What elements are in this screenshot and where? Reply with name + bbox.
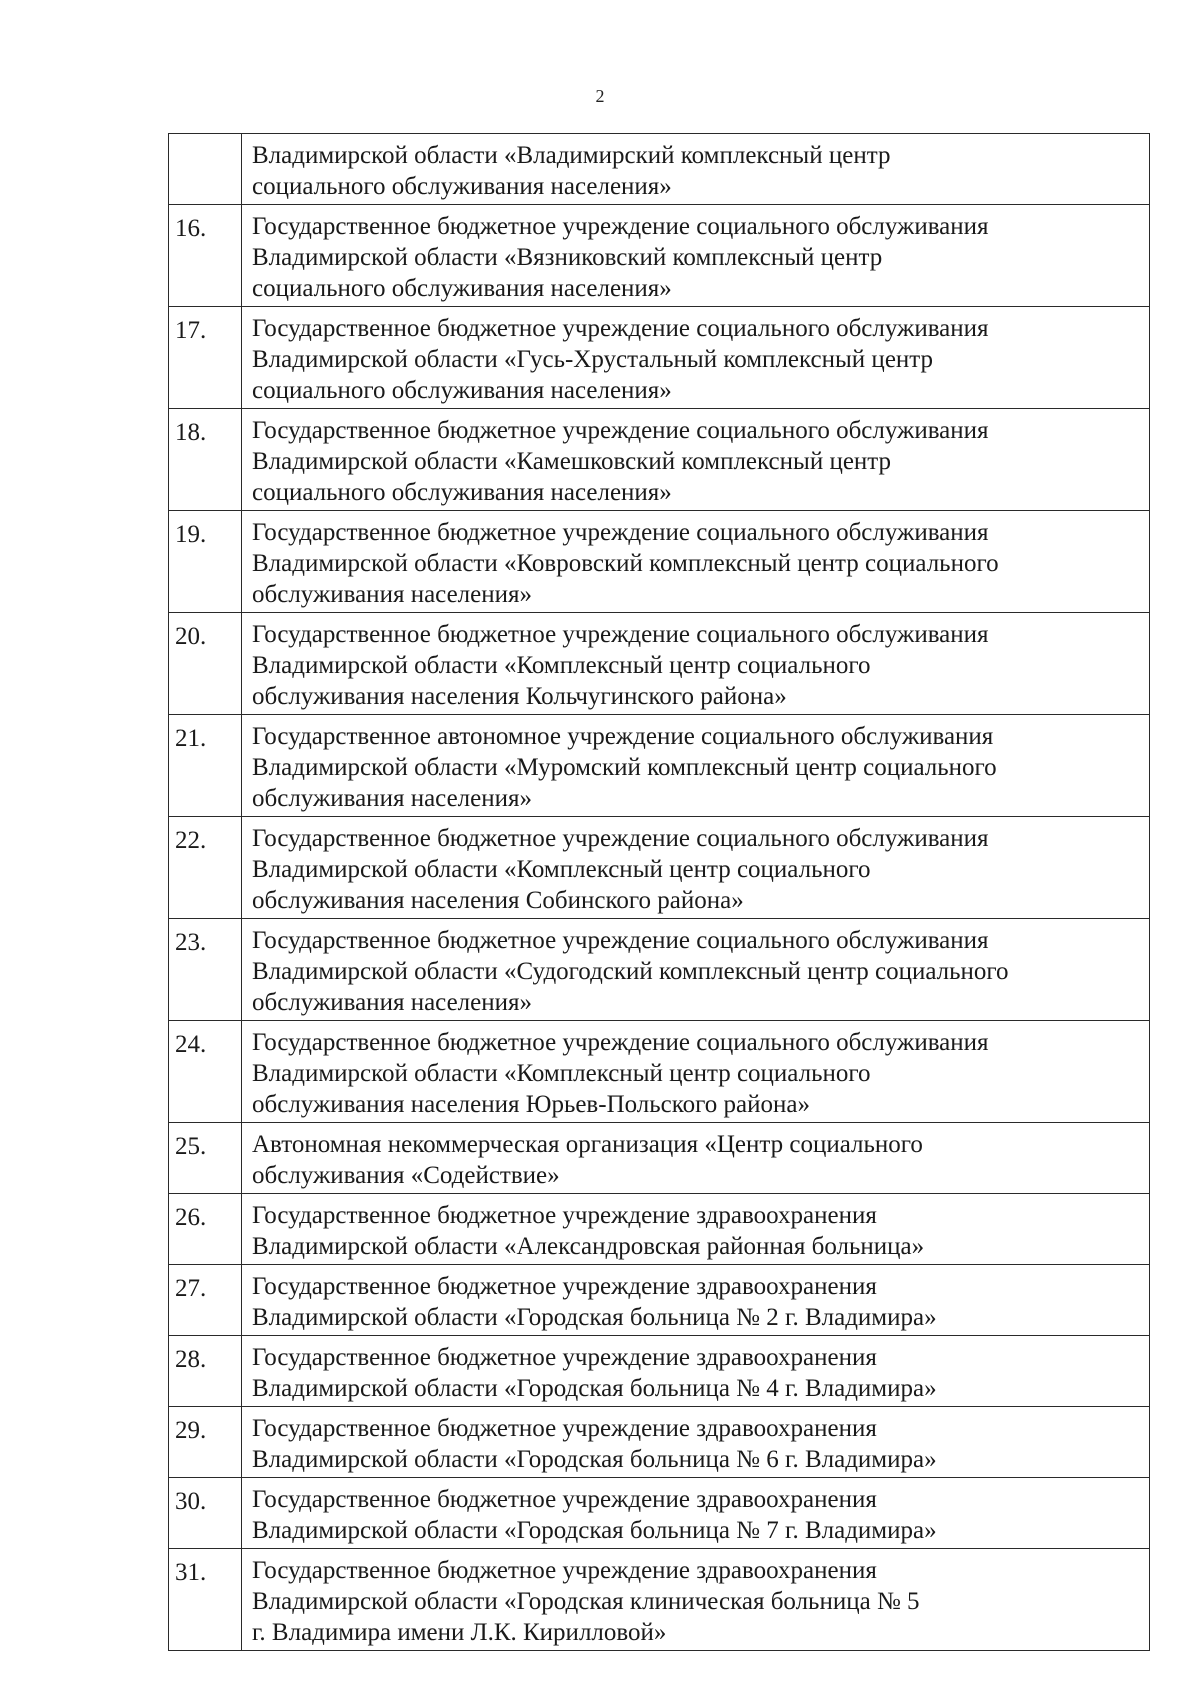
table-row [169,919,1150,1021]
institution-name-line: Государственное бюджетное учреждение социального обслуживания [252,825,989,852]
institution-name-line: Государственное бюджетное учреждение здравоохранения [252,1415,877,1442]
institution-name-line: Владимирской области «Городская клиническая больница № 5 [252,1588,920,1615]
institution-name-line: Государственное бюджетное учреждение социального обслуживания [252,213,989,240]
row-number: 20. [169,613,242,715]
institution-name [242,134,1150,205]
institution-name-line: Государственное бюджетное учреждение здравоохранения [252,1202,877,1229]
institution-name-line: Государственное бюджетное учреждение здравоохранения [252,1557,877,1584]
institution-name-line: Государственное бюджетное учреждение социального обслуживания [252,519,989,546]
row-number: 23. [169,919,242,1021]
institution-name-line: обслуживания населения» [252,581,532,608]
institution-name-line: социального обслуживания населения» [252,479,672,506]
table-row [169,613,1150,715]
institution-name-line: обслуживания «Содействие» [252,1162,560,1189]
table-row [169,1549,1150,1651]
institution-name [242,919,1150,1021]
row-number: 27. [169,1265,242,1336]
institution-name [242,1549,1150,1651]
institution-name-line: обслуживания населения Юрьев-Польского района» [252,1091,810,1118]
institution-name [242,511,1150,613]
institution-name [242,1265,1150,1336]
institution-name-line: Владимирской области «Городская больница № 7 г. Владимира» [252,1517,937,1544]
institution-name-line: обслуживания населения Собинского района» [252,887,744,914]
row-number: 17. [169,307,242,409]
institution-name-line: г. Владимира имени Л.К. Кирилловой» [252,1619,667,1646]
institution-name-line: Владимирской области «Судогодский комплексный центр социального [252,958,1009,985]
table-row [169,1265,1150,1336]
institution-name-line: Государственное бюджетное учреждение здравоохранения [252,1273,877,1300]
institution-name [242,307,1150,409]
institution-name [242,1021,1150,1123]
institution-name-line: социального обслуживания населения» [252,377,672,404]
table-row [169,817,1150,919]
row-number: 25. [169,1123,242,1194]
row-number: 22. [169,817,242,919]
institution-name-line: Владимирской области «Городская больница № 4 г. Владимира» [252,1375,937,1402]
institutions-table [168,133,1150,1651]
institution-name [242,1478,1150,1549]
institution-name [242,817,1150,919]
table-row [169,715,1150,817]
table-row [169,1123,1150,1194]
institution-name-line: Государственное бюджетное учреждение социального обслуживания [252,315,989,342]
row-number: 26. [169,1194,242,1265]
institution-name [242,409,1150,511]
institution-name-line: Государственное бюджетное учреждение социального обслуживания [252,621,989,648]
institution-name-line: обслуживания населения» [252,785,532,812]
institution-name-line: обслуживания населения» [252,989,532,1016]
institution-name-line: обслуживания населения Кольчугинского района» [252,683,787,710]
institution-name-line: Государственное бюджетное учреждение социального обслуживания [252,1029,989,1056]
institution-name-line: Государственное автономное учреждение социального обслуживания [252,723,994,750]
institution-name-line: Владимирской области «Городская больница № 2 г. Владимира» [252,1304,937,1331]
institution-name-line: Государственное бюджетное учреждение здравоохранения [252,1344,877,1371]
row-number [169,134,242,205]
institution-name [242,1407,1150,1478]
institution-name [242,715,1150,817]
institution-name-line: Владимирской области «Вязниковский комплексный центр [252,244,883,271]
institution-name-line: Владимирской области «Ковровский комплексный центр социального [252,550,999,577]
row-number: 16. [169,205,242,307]
row-number: 28. [169,1336,242,1407]
institution-name-line: Владимирской области «Комплексный центр социального [252,856,871,883]
institution-name-line: Владимирской области «Комплексный центр социального [252,652,871,679]
institution-name-line: Владимирской области «Владимирский комплексный центр [252,142,891,169]
table-row [169,1478,1150,1549]
institutions-table-body [169,134,1150,1651]
institution-name [242,613,1150,715]
institution-name-line: Автономная некоммерческая организация «Центр социального [252,1131,923,1158]
institution-name-line: Государственное бюджетное учреждение здравоохранения [252,1486,877,1513]
institution-name-line: Владимирской области «Муромский комплексный центр социального [252,754,997,781]
table-row [169,511,1150,613]
institution-name-line: Владимирской области «Камешковский комплексный центр [252,448,892,475]
row-number: 29. [169,1407,242,1478]
row-number: 24. [169,1021,242,1123]
page-number: 2 [595,86,605,106]
institution-name-line: Государственное бюджетное учреждение социального обслуживания [252,417,989,444]
institution-name-line: социального обслуживания населения» [252,173,672,200]
institution-name-line: Владимирской области «Городская больница № 6 г. Владимира» [252,1446,937,1473]
institution-name-line: социального обслуживания населения» [252,275,672,302]
institution-name-line: Владимирской области «Александровская районная больница» [252,1233,925,1260]
institution-name [242,1123,1150,1194]
table-row [169,205,1150,307]
row-number: 30. [169,1478,242,1549]
table-row [169,134,1150,205]
row-number: 21. [169,715,242,817]
institution-name [242,205,1150,307]
row-number: 31. [169,1549,242,1651]
row-number: 19. [169,511,242,613]
table-row [169,307,1150,409]
table-row [169,1336,1150,1407]
institution-name-line: Владимирской области «Комплексный центр социального [252,1060,871,1087]
row-number: 18. [169,409,242,511]
institution-name-line: Государственное бюджетное учреждение социального обслуживания [252,927,989,954]
table-row [169,1407,1150,1478]
institution-name [242,1194,1150,1265]
institution-name [242,1336,1150,1407]
table-row [169,1194,1150,1265]
table-row [169,1021,1150,1123]
institution-name-line: Владимирской области «Гусь-Хрустальный комплексный центр [252,346,934,373]
table-row [169,409,1150,511]
